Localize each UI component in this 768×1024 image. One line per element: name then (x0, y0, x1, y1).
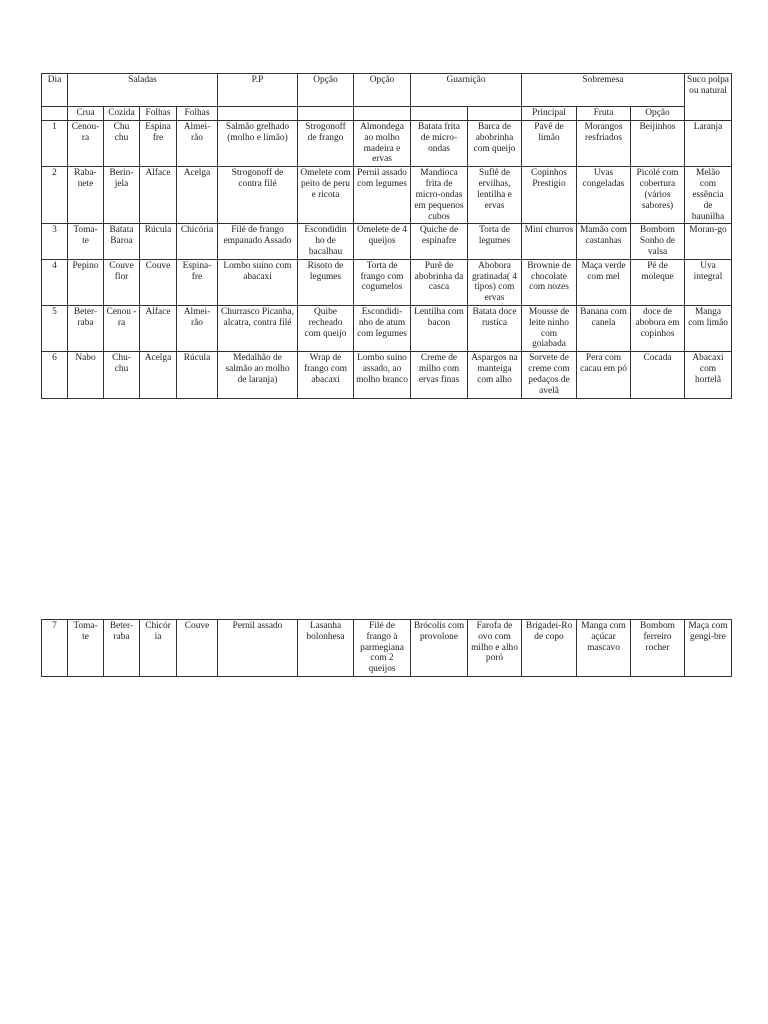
main-dish-header: P.P (218, 74, 298, 107)
dessert-fruit-cell: Banana com canela (577, 306, 631, 352)
day-header: Dia (42, 74, 68, 107)
main-dish-cell: Filé de frango empanado Assado (218, 224, 298, 259)
salad-crua-cell: Cenou-ra (68, 121, 104, 167)
salad-cozida-cell: Beter-raba (104, 620, 140, 677)
day-cell: 3 (42, 224, 68, 259)
dessert-fruit-cell: Manga com açúcar mascavo (577, 620, 631, 677)
salad-folhas-cell: Chicór ia (140, 620, 177, 677)
option1-cell: Escondidin ho de bacalhau (298, 224, 354, 259)
side-dish-cell: Farofa de ovo com milho e alho poró (468, 620, 522, 677)
salad-folhas-cell: Rúcula (177, 352, 218, 398)
dessert-header: Sobremesa (522, 74, 685, 107)
dessert-option-cell: doce de abobora em copinhos (631, 306, 685, 352)
salad-folhas-cell: Acelga (140, 352, 177, 398)
main-dish-cell: Salmão grelhado (molho e limão) (218, 121, 298, 167)
dessert-principal-cell: Brigadei-Ro de copo (522, 620, 577, 677)
table-subheader-row (42, 107, 732, 121)
side-dish-cell: Abobora gratinada( 4 tipos) com ervas (468, 259, 522, 305)
option2-cell: Torta de frango com cogumelos (354, 259, 411, 305)
juice-cell: Manga com limão (685, 306, 732, 352)
dessert-principal-cell: Mousse de leite ninho com goiabada (522, 306, 577, 352)
salad-folhas-cell: Rúcula (140, 224, 177, 259)
subheader-cozida: Cozida (104, 107, 140, 121)
dessert-option-cell: Beijinhos (631, 121, 685, 167)
juice-cell: Uva integral (685, 259, 732, 305)
day-cell: 5 (42, 306, 68, 352)
side-dish-cell: Quiche de espinafre (411, 224, 468, 259)
salad-cozida-cell: Cenou -ra (104, 306, 140, 352)
option1-cell: Omelete com peito de peru e ricota (298, 167, 354, 224)
table-row (42, 352, 732, 398)
side-dish-cell: Creme de milho com ervas finas (411, 352, 468, 398)
side-dish-cell: Aspargos na manteiga com alho (468, 352, 522, 398)
day-cell: 6 (42, 352, 68, 398)
option1-cell: Wrap de frango com abacaxi (298, 352, 354, 398)
salad-folhas-cell: Chicória (177, 224, 218, 259)
dessert-fruit-cell: Maça verde com mel (577, 259, 631, 305)
option2-header: Opção (354, 74, 411, 107)
salad-folhas-cell: Couve (177, 620, 218, 677)
dessert-principal-cell: Mini churros (522, 224, 577, 259)
salad-folhas-cell: Acelga (177, 167, 218, 224)
juice-cell: Melão com essência de baunilha (685, 167, 732, 224)
subheader-empty (354, 107, 411, 121)
day-cell: 1 (42, 121, 68, 167)
side-dish-cell: Purê de abobrinha da casca (411, 259, 468, 305)
subheader-empty (218, 107, 298, 121)
juice-cell: Abacaxi com hortelã (685, 352, 732, 398)
juice-header: Suco polpa ou natural (685, 74, 732, 121)
dessert-option-cell: Cocada (631, 352, 685, 398)
juice-cell: Maça com gengi-bre (685, 620, 732, 677)
day-cell: 7 (42, 620, 68, 677)
side-dish-cell: Batata frita de micro-ondas (411, 121, 468, 167)
subheader-folhas: Folhas (177, 107, 218, 121)
juice-cell: Laranja (685, 121, 732, 167)
subheader-empty (468, 107, 522, 121)
main-dish-cell: Medalhão de salmão ao molho de laranja) (218, 352, 298, 398)
day-cell: 2 (42, 167, 68, 224)
subheader-opcao: Opção (631, 107, 685, 121)
table-row (42, 306, 732, 352)
salad-folhas-cell: Alface (140, 167, 177, 224)
salad-folhas-cell: Almei-rão (177, 306, 218, 352)
main-dish-cell: Churrasco Picanha, alcatra, contra filé (218, 306, 298, 352)
side-dish-cell: Mandioca frita de micro-ondas em pequenos cubos (411, 167, 468, 224)
salad-cozida-cell: Chu-chu (104, 352, 140, 398)
salad-crua-cell: Pepino (68, 259, 104, 305)
menu-table (41, 73, 732, 399)
option1-header: Opção (298, 74, 354, 107)
main-dish-cell: Lombo suíno com abacaxi (218, 259, 298, 305)
dessert-fruit-cell: Uvas congeladas (577, 167, 631, 224)
dessert-principal-cell: Sorvete de creme com pedaços de avelã (522, 352, 577, 398)
option1-cell: Quibe recheado com queijo (298, 306, 354, 352)
side-dish-cell: Torta de legumes (468, 224, 522, 259)
subheader-folhas: Folhas (140, 107, 177, 121)
salads-header: Saladas (68, 74, 218, 107)
option1-cell: Risoto de legumes (298, 259, 354, 305)
dessert-option-cell: Bombom Sonho de valsa (631, 224, 685, 259)
option2-cell: Omelete de 4 queijos (354, 224, 411, 259)
salad-folhas-cell: Almei-rão (177, 121, 218, 167)
subheader-fruta: Fruta (577, 107, 631, 121)
dessert-option-cell: Pé de moleque (631, 259, 685, 305)
dessert-option-cell: Picolé com cobertura (vários sabores) (631, 167, 685, 224)
option2-cell: Filé de frango à parmegiana com 2 queijos (354, 620, 411, 677)
side-dish-header: Guarnição (411, 74, 522, 107)
side-dish-cell: Suflê de ervilhas, lentilha e ervas (468, 167, 522, 224)
table-row (42, 224, 732, 259)
salad-cozida-cell: Batata Baroa (104, 224, 140, 259)
dessert-principal-cell: Pavê de limão (522, 121, 577, 167)
subheader-crua: Crua (68, 107, 104, 121)
menu-table-continuation (41, 619, 732, 677)
dessert-fruit-cell: Mamão com castanhas (577, 224, 631, 259)
salad-cozida-cell: Chu chu (104, 121, 140, 167)
day-cell: 4 (42, 259, 68, 305)
subheader-principal: Principal (522, 107, 577, 121)
juice-cell: Moran-go (685, 224, 732, 259)
dessert-option-cell: Bombom ferreiro rocher (631, 620, 685, 677)
salad-cozida-cell: Berin-jela (104, 167, 140, 224)
side-dish-cell: Lentilha com bacon (411, 306, 468, 352)
subheader-empty (411, 107, 468, 121)
table-header-row (42, 74, 732, 107)
salad-crua-cell: Toma-te (68, 224, 104, 259)
side-dish-cell: Batata doce rustica (468, 306, 522, 352)
table-row (42, 121, 732, 167)
salad-folhas-cell: Espina fre (140, 121, 177, 167)
salad-folhas-cell: Espina-fre (177, 259, 218, 305)
table-row (42, 167, 732, 224)
subheader-empty (42, 107, 68, 121)
salad-crua-cell: Nabo (68, 352, 104, 398)
salad-cozida-cell: Couve flor (104, 259, 140, 305)
salad-crua-cell: Beter-raba (68, 306, 104, 352)
main-dish-cell: Pernil assado (218, 620, 298, 677)
option1-cell: Strogonoff de frango (298, 121, 354, 167)
dessert-fruit-cell: Pera com cacau em pó (577, 352, 631, 398)
dessert-principal-cell: Brownie de chocolate com nozes (522, 259, 577, 305)
option2-cell: Escondidi-nho de atum com legumes (354, 306, 411, 352)
dessert-principal-cell: Copinhos Prestigio (522, 167, 577, 224)
main-dish-cell: Strogonoff de contra filé (218, 167, 298, 224)
salad-folhas-cell: Couve (140, 259, 177, 305)
option1-cell: Lasanha bolonhesa (298, 620, 354, 677)
dessert-fruit-cell: Morangos resfriados (577, 121, 631, 167)
salad-crua-cell: Raba-nete (68, 167, 104, 224)
option2-cell: Lombo suíno assado, ao molho branco (354, 352, 411, 398)
salad-crua-cell: Toma-te (68, 620, 104, 677)
option2-cell: Almondega ao molho madeira e ervas (354, 121, 411, 167)
table-row (42, 620, 732, 677)
option2-cell: Pernil assado com legumes (354, 167, 411, 224)
side-dish-cell: Brócolis com provolone (411, 620, 468, 677)
side-dish-cell: Barca de abobrinha com queijo (468, 121, 522, 167)
table-row (42, 259, 732, 305)
salad-folhas-cell: Alface (140, 306, 177, 352)
subheader-empty (298, 107, 354, 121)
